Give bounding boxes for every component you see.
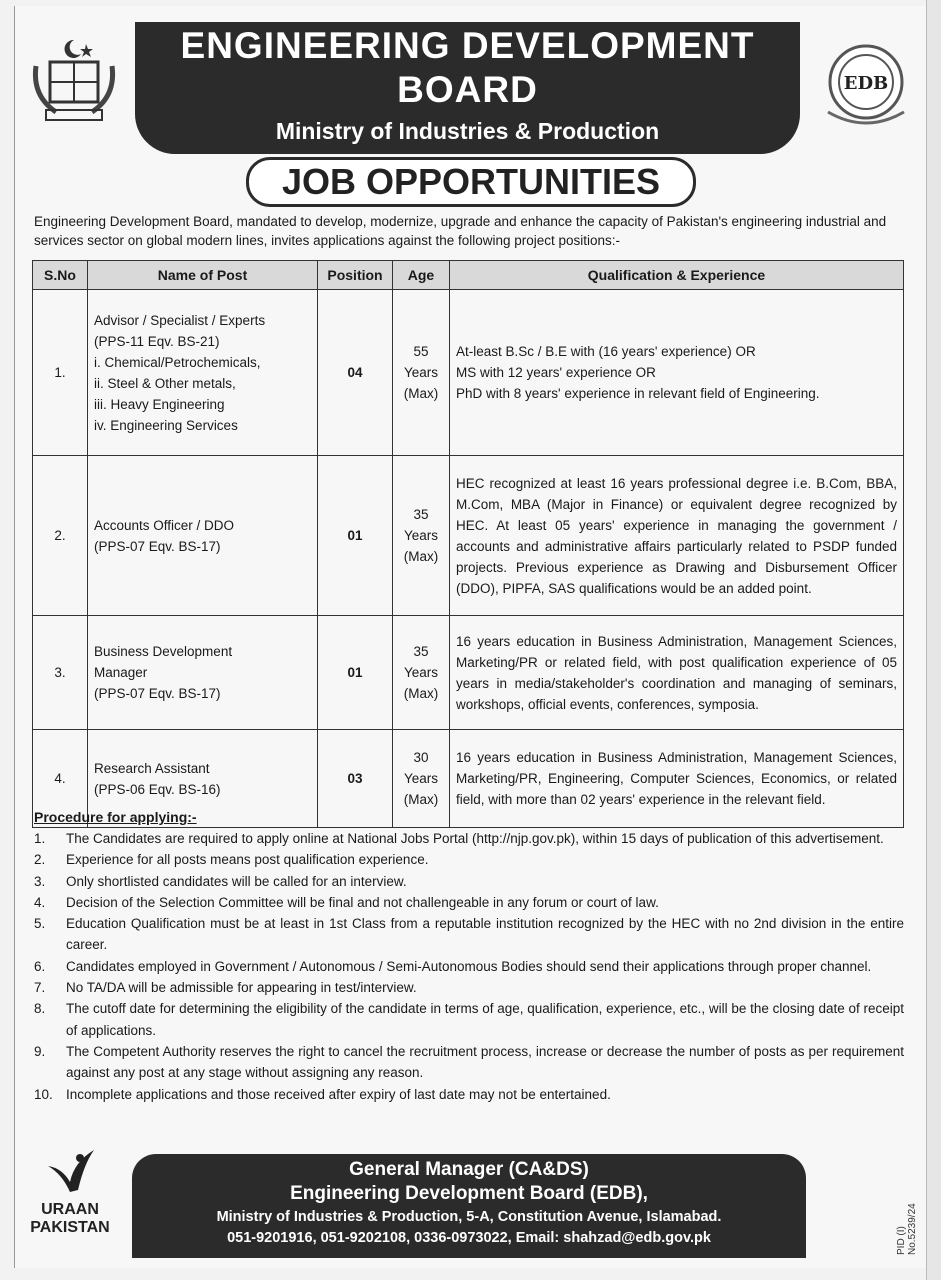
age-max: (Max) <box>403 686 439 701</box>
item-number: 3. <box>34 873 46 889</box>
age-value: 55 <box>413 344 429 359</box>
post-line: ii. Steel & Other metals, <box>94 375 236 391</box>
row-age <box>393 616 450 730</box>
table-row <box>33 456 904 616</box>
adjacent-page-strip <box>926 0 941 1280</box>
row-sno: 3. <box>33 616 88 730</box>
row-position: 01 <box>318 616 393 730</box>
positions-table <box>32 260 904 828</box>
col-position: Position <box>318 261 393 290</box>
contact-organization: Engineering Development Board (EDB), <box>290 1183 648 1204</box>
age-max: (Max) <box>403 386 439 401</box>
item-text: Candidates employed in Government / Autonomous / Semi-Autonomous Bodies should send their applications through proper channel. <box>66 958 872 974</box>
row-qualification: HEC recognized at least 16 years professional degree i.e. B.Com, BBA, M.Com, MBA (Major in Finance) or equivalent degree recognized by HEC. At least 05 years' experience in managing the government / accounts and administrative affairs particularly related to PSDP funded projects. Previous experience as Drawing and Disbursement Officer (DDO), PIPFA, SAS qualifications would be an added point. <box>450 456 904 616</box>
item-text: The cutoff date for determining the eligibility of the candidate in terms of age, qualification, experience, etc., will be the closing date of receipt of applications. <box>66 1001 904 1038</box>
list-item <box>34 828 904 849</box>
table-row <box>33 616 904 730</box>
page-title <box>135 24 800 112</box>
item-text: Incomplete applications and those received after expiry of last date may not be entertained. <box>66 1086 611 1102</box>
procedure-title: Procedure for applying:- <box>34 809 197 825</box>
age-unit: Years <box>403 365 439 380</box>
procedure-list <box>34 828 904 1105</box>
item-text: The Competent Authority reserves the right to cancel the recruitment process, increase or decrease the number of posts as per requirement against any post at any stage without assigning any reason. <box>66 1043 904 1081</box>
title-line-2: BOARD <box>397 69 538 110</box>
item-text: Only shortlisted candidates will be called for an interview. <box>66 873 407 889</box>
list-item <box>34 913 904 956</box>
item-number: 9. <box>34 1043 46 1059</box>
list-item <box>34 871 904 892</box>
pid-number: PID (I) No.5239/24 <box>896 1203 918 1255</box>
contact-phone-email: 051-9201916, 051-9202108, 0336-0973022, Email: shahzad@edb.gov.pk <box>227 1230 711 1246</box>
row-position: 03 <box>318 730 393 828</box>
age-unit: Years <box>403 665 439 680</box>
col-age: Age <box>393 261 450 290</box>
title-line-1: ENGINEERING DEVELOPMENT <box>180 25 755 66</box>
item-text: Decision of the Selection Committee will be final and not challengeable in any forum or court of law. <box>66 894 659 910</box>
list-item <box>34 892 904 913</box>
list-item <box>34 977 904 998</box>
edb-seal-icon <box>820 42 912 134</box>
post-line: Advisor / Specialist / Experts <box>94 312 266 328</box>
post-line: Research Assistant <box>94 760 210 776</box>
contact-block <box>132 1158 806 1248</box>
post-line: Manager <box>94 665 148 680</box>
row-post-name <box>88 616 318 730</box>
row-qualification: 16 years education in Business Administration, Management Sciences, Marketing/PR, Engineering, Computer Sciences, Economics, or related field, with more than 02 years' experience in the relevant field. <box>450 730 904 828</box>
table-header-row <box>33 261 904 290</box>
item-number: 5. <box>34 916 46 932</box>
row-sno: 1. <box>33 290 88 456</box>
item-number: 10. <box>34 1086 53 1102</box>
list-item <box>34 1041 904 1084</box>
ministry-subtitle: Ministry of Industries & Production <box>275 118 660 144</box>
uraan-pakistan-logo <box>18 1148 122 1244</box>
row-post-name <box>88 290 318 456</box>
item-number: 6. <box>34 958 46 974</box>
table-row <box>33 290 904 456</box>
row-age <box>393 290 450 456</box>
age-unit: Years <box>403 771 439 786</box>
post-line: (PPS-06 Eqv. BS-16) <box>94 781 221 797</box>
col-qualification: Qualification & Experience <box>450 261 904 290</box>
list-item <box>34 956 904 977</box>
age-value: 35 <box>413 644 429 659</box>
col-sno: S.No <box>33 261 88 290</box>
row-qualification: 16 years education in Business Administration, Management Sciences, Marketing/PR or related field, with post qualification experience of 05 years in media/stakeholder's coordination and managing of seminars, workshops, official events, conferences, symposia. <box>450 616 904 730</box>
qual-line: PhD with 8 years' experience in relevant field of Engineering. <box>456 386 820 401</box>
post-line: (PPS-07 Eqv. BS-17) <box>94 538 221 554</box>
row-post-name <box>88 456 318 616</box>
contact-designation: General Manager (CA&DS) <box>349 1159 589 1180</box>
list-item <box>34 998 904 1041</box>
post-line: iii. Heavy Engineering <box>94 396 225 412</box>
age-max: (Max) <box>403 792 439 807</box>
age-value: 35 <box>413 507 429 522</box>
qual-line: At-least B.Sc / B.E with (16 years' experience) OR <box>456 344 756 359</box>
item-text: The Candidates are required to apply online at National Jobs Portal (http://njp.gov.pk), within 15 days of publication of this advertisement. <box>66 831 884 846</box>
government-emblem-icon <box>28 36 120 128</box>
list-item <box>34 849 904 870</box>
post-line: i. Chemical/Petrochemicals, <box>94 354 261 370</box>
job-opportunities-banner: JOB OPPORTUNITIES <box>246 157 696 207</box>
row-age <box>393 730 450 828</box>
row-position: 04 <box>318 290 393 456</box>
item-number: 1. <box>34 831 46 846</box>
post-line: (PPS-11 Eqv. BS-21) <box>94 333 220 349</box>
item-number: 8. <box>34 1001 46 1017</box>
item-text: No TA/DA will be admissible for appearing in test/interview. <box>66 980 417 996</box>
bird-icon <box>40 1148 100 1196</box>
post-line: iv. Engineering Services <box>94 417 238 433</box>
post-line: Accounts Officer / DDO <box>94 517 235 533</box>
row-age <box>393 456 450 616</box>
row-sno: 2. <box>33 456 88 616</box>
row-qualification <box>450 290 904 456</box>
qual-line: MS with 12 years' experience OR <box>456 365 656 380</box>
col-name: Name of Post <box>88 261 318 290</box>
item-text: Education Qualification must be at least in 1st Class from a reputable institution recognized by the HEC with no 2nd division in the entire career. <box>66 916 904 953</box>
row-position: 01 <box>318 456 393 616</box>
list-item <box>34 1084 904 1105</box>
contact-address: Ministry of Industries & Production, 5-A, Constitution Avenue, Islamabad. <box>216 1209 722 1225</box>
pakistan-label: PAKISTAN <box>30 1219 110 1236</box>
item-number: 7. <box>34 980 46 996</box>
item-text: Experience for all posts means post qualification experience. <box>66 852 429 868</box>
row-sno: 4. <box>33 730 88 828</box>
intro-paragraph: Engineering Development Board, mandated to develop, modernize, upgrade and enhance the capacity of Pakistan's engineering industrial and services sector on global modern lines, invites applications against the following project positions:- <box>34 214 887 248</box>
item-number: 4. <box>34 894 46 910</box>
post-line: Business Development <box>94 644 233 659</box>
age-value: 30 <box>413 750 429 765</box>
item-number: 2. <box>34 852 46 868</box>
age-unit: Years <box>403 528 439 543</box>
uraan-label: URAAN <box>41 1201 99 1218</box>
seal-label: EDB <box>843 73 889 94</box>
age-max: (Max) <box>403 549 439 564</box>
post-line: (PPS-07 Eqv. BS-17) <box>94 686 221 701</box>
